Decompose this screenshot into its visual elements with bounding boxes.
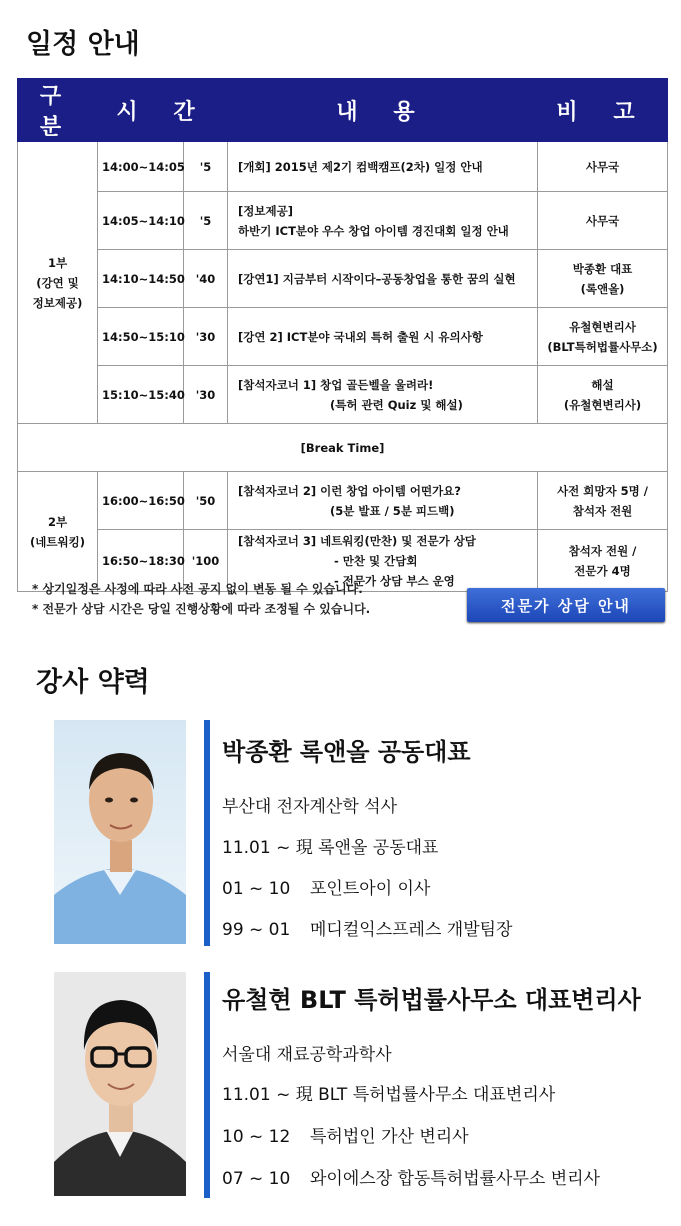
table-row [18,192,668,250]
content-cell: [정보제공] 하반기 ICT분야 우수 창업 아이템 경진대회 일정 안내 [228,192,538,250]
header-content: 내 용 [228,79,538,142]
part1-label: 1부 (강연 및 정보제공) [18,142,98,424]
time-cell: 15:10~15:40 [98,366,184,424]
note-cell: 참석자 전원 / 전문가 4명 [538,530,668,592]
time-cell: 16:00~16:50 [98,472,184,530]
table-row [18,250,668,308]
career-item: 99 ~ 01 메디컬익스프레스 개발팀장 [222,920,513,940]
duration-cell: '5 [184,192,228,250]
schedule-table [17,78,668,592]
time-cell: 14:10~14:50 [98,250,184,308]
break-time-label: [Break Time] [18,424,668,472]
career-item: 서울대 재료공학과학사 [222,1045,392,1065]
note-cell: 박종환 대표 (록앤올) [538,250,668,308]
header-note: 비 고 [538,79,668,142]
note-cell: 사무국 [538,192,668,250]
content-cell: [강연 2] ICT분야 국내외 특허 출원 시 유의사항 [228,308,538,366]
career-item: 11.01 ~ 現 록앤올 공동대표 [222,838,439,858]
table-row [18,366,668,424]
accent-bar [204,720,210,946]
lecturer-name: 박종환 록앤올 공동대표 [222,738,471,766]
accent-bar [204,972,210,1198]
note-cell: 사무국 [538,142,668,192]
content-cell: [참석자코너 2] 이런 창업 아이템 어떤가요? (5분 발표 / 5분 피드백) [228,472,538,530]
duration-cell: '30 [184,366,228,424]
note-line: * 전문가 상담 시간은 당일 진행상황에 따라 조정될 수 있습니다. [32,602,371,616]
lecturer-card [54,972,654,1198]
note-cell: 사전 희망자 5명 / 참석자 전원 [538,472,668,530]
lecturer-name: 유철현 BLT 특허법률사무소 대표변리사 [222,986,641,1014]
note-cell: 해설 (유철현변리사) [538,366,668,424]
lecturer-photo [54,972,186,1196]
career-item: 01 ~ 10 포인트아이 이사 [222,879,431,899]
career-item: 부산대 전자계산학 석사 [222,797,398,817]
career-item: 10 ~ 12 특허법인 가산 변리사 [222,1127,469,1147]
duration-cell: '50 [184,472,228,530]
content-cell: [강연1] 지금부터 시작이다–공동창업을 통한 꿈의 실현 [228,250,538,308]
time-cell: 14:00~14:05 [98,142,184,192]
duration-cell: '30 [184,308,228,366]
table-row [18,308,668,366]
content-cell: [개회] 2015년 제2기 컴백캠프(2차) 일정 안내 [228,142,538,192]
table-row [18,142,668,192]
note-line: * 상기일정은 사정에 따라 사전 공지 없이 변동 될 수 있습니다. [32,582,363,596]
lecturer-photo [54,720,186,944]
content-cell: [참석자코너 1] 창업 골든벨을 울려라! (특허 관련 Quiz 및 해설) [228,366,538,424]
schedule-notes [32,579,370,619]
header-time: 시 간 [98,79,228,142]
note-cell: 유철현변리사 (BLT특허법률사무소) [538,308,668,366]
expert-consult-button[interactable]: 전문가 상담 안내 [467,588,665,622]
lecturers-title: 강사 약력 [36,667,150,698]
lecturer-card [54,720,654,950]
part2-label: 2부 (네트워킹) [18,472,98,592]
career-item: 07 ~ 10 와이에스장 합동특허법률사무소 변리사 [222,1169,600,1189]
header-division: 구 분 [18,79,98,142]
time-cell: 14:05~14:10 [98,192,184,250]
table-row [18,472,668,530]
career-item: 11.01 ~ 現 BLT 특허법률사무소 대표변리사 [222,1085,556,1105]
content-cell: [참석자코너 3] 네트워킹(만찬) 및 전문가 상담 - 만찬 및 간담회 - 전문가 상담 부스 운영 [228,530,538,592]
duration-cell: '100 [184,530,228,592]
time-cell: 16:50~18:30 [98,530,184,592]
time-cell: 14:50~15:10 [98,308,184,366]
schedule-header-row [18,79,668,142]
duration-cell: '40 [184,250,228,308]
break-row [18,424,668,472]
schedule-title: 일정 안내 [26,29,140,60]
duration-cell: '5 [184,142,228,192]
